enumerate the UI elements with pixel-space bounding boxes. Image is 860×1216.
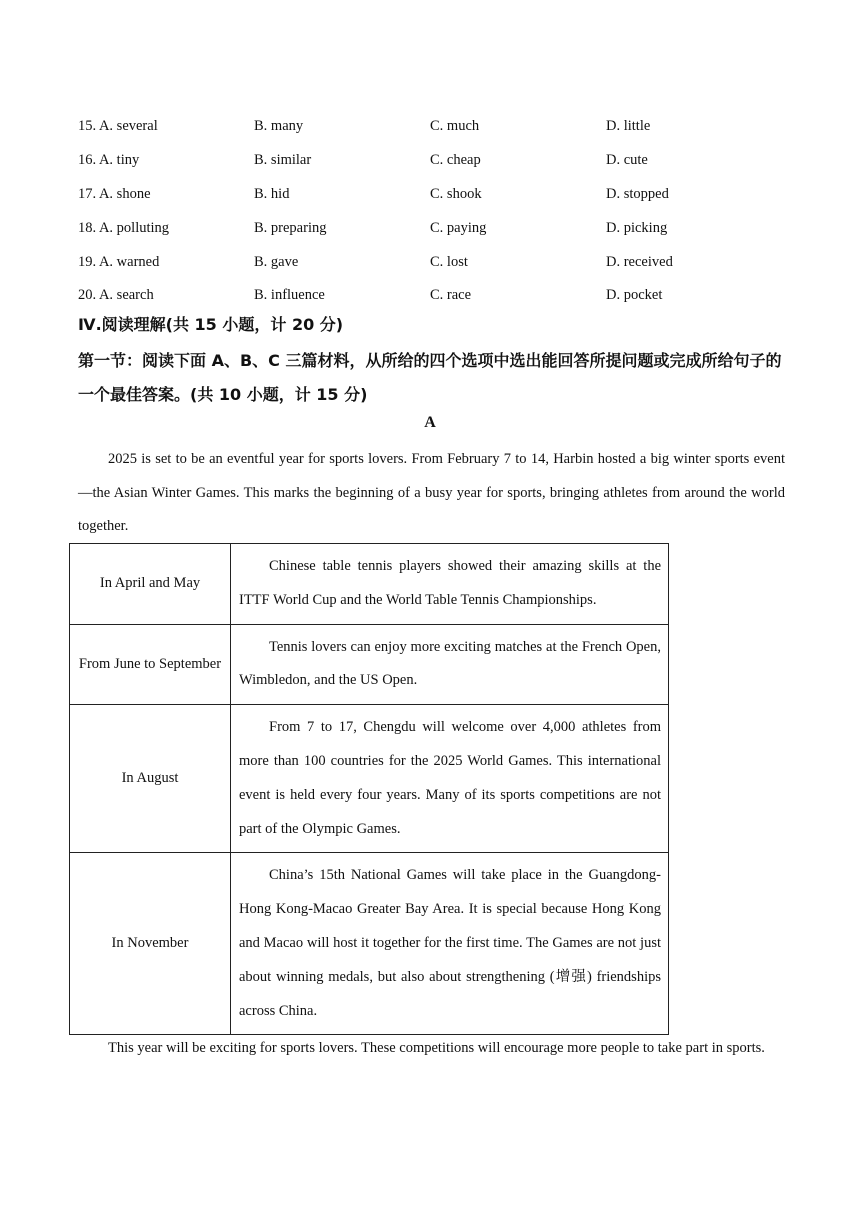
option-d: D. picking [606, 219, 668, 236]
option-row [78, 110, 798, 144]
passage-outro: This year will be exciting for sports lovers. These competitions will encourage more people to take part in sports. [108, 1040, 765, 1056]
table-row [70, 624, 669, 705]
option-c: C. lost [430, 253, 468, 270]
option-c: C. much [430, 118, 480, 135]
option-b: B. preparing [254, 219, 327, 236]
event-description: Chinese table tennis players showed their amazing skills at the ITTF World Cup and the World Table Tennis Championships. [231, 544, 669, 625]
option-b: B. gave [254, 253, 299, 270]
option-d: D. pocket [606, 287, 663, 304]
section-title: Ⅳ.阅读理解(共 15 小题，计 20 分) [78, 315, 344, 334]
option-a: 17. A. shone [78, 185, 151, 202]
option-c: C. race [430, 287, 472, 304]
option-b: B. similar [254, 152, 312, 169]
option-d: D. little [606, 118, 651, 135]
option-d: D. stopped [606, 185, 669, 202]
table-row [70, 853, 669, 1035]
option-c: C. cheap [430, 152, 481, 169]
answer-options [78, 110, 798, 313]
option-row [78, 245, 798, 279]
passage-label: A [424, 414, 436, 431]
option-d: D. received [606, 253, 673, 270]
event-time: In November [70, 853, 231, 1035]
option-b: B. many [254, 118, 304, 135]
event-description: From 7 to 17, Chengdu will welcome over 4,000 athletes from more than 100 countries for the 2025 World Games. This international event is held every four years. Many of its sports competitions are not part of the Olympic Games. [231, 705, 669, 853]
option-c: C. shook [430, 185, 482, 202]
option-row [78, 144, 798, 178]
event-description: Tennis lovers can enjoy more exciting matches at the French Open, Wimbledon, and the US Open. [231, 624, 669, 705]
passage-intro: 2025 is set to be an eventful year for sports lovers. From February 7 to 14, Harbin hosted a big winter sports event—the Asian Winter Games. This marks the beginning of a busy year for sports, bringing athletes from around the world together. [78, 451, 785, 534]
option-b: B. hid [254, 185, 290, 202]
event-description: China’s 15th National Games will take place in the Guangdong-Hong Kong-Macao Greater Bay Area. It is special because Hong Kong and Macao will host it together for the first time. The Games are not just about winning medals, but also about strengthening (增强) friendships across China. [231, 853, 669, 1035]
event-time: In April and May [70, 544, 231, 625]
option-a: 15. A. several [78, 118, 158, 135]
option-row [78, 178, 798, 212]
table-row [70, 705, 669, 853]
option-b: B. influence [254, 287, 325, 304]
event-time: In August [70, 705, 231, 853]
option-d: D. cute [606, 152, 648, 169]
table-row [70, 544, 669, 625]
section-instruction: 第一节：阅读下面 A、B、C 三篇材料，从所给的四个选项中选出能回答所提问题或完成所给句子的一个最佳答案。(共 10 小题，计 15 分) [78, 351, 782, 404]
option-row [78, 279, 798, 313]
events-table [69, 543, 669, 1035]
option-c: C. paying [430, 219, 487, 236]
option-a: 19. A. warned [78, 253, 160, 270]
event-time: From June to September [70, 624, 231, 705]
option-a: 16. A. tiny [78, 152, 140, 169]
option-row [78, 211, 798, 245]
option-a: 20. A. search [78, 287, 154, 304]
option-a: 18. A. polluting [78, 219, 170, 236]
